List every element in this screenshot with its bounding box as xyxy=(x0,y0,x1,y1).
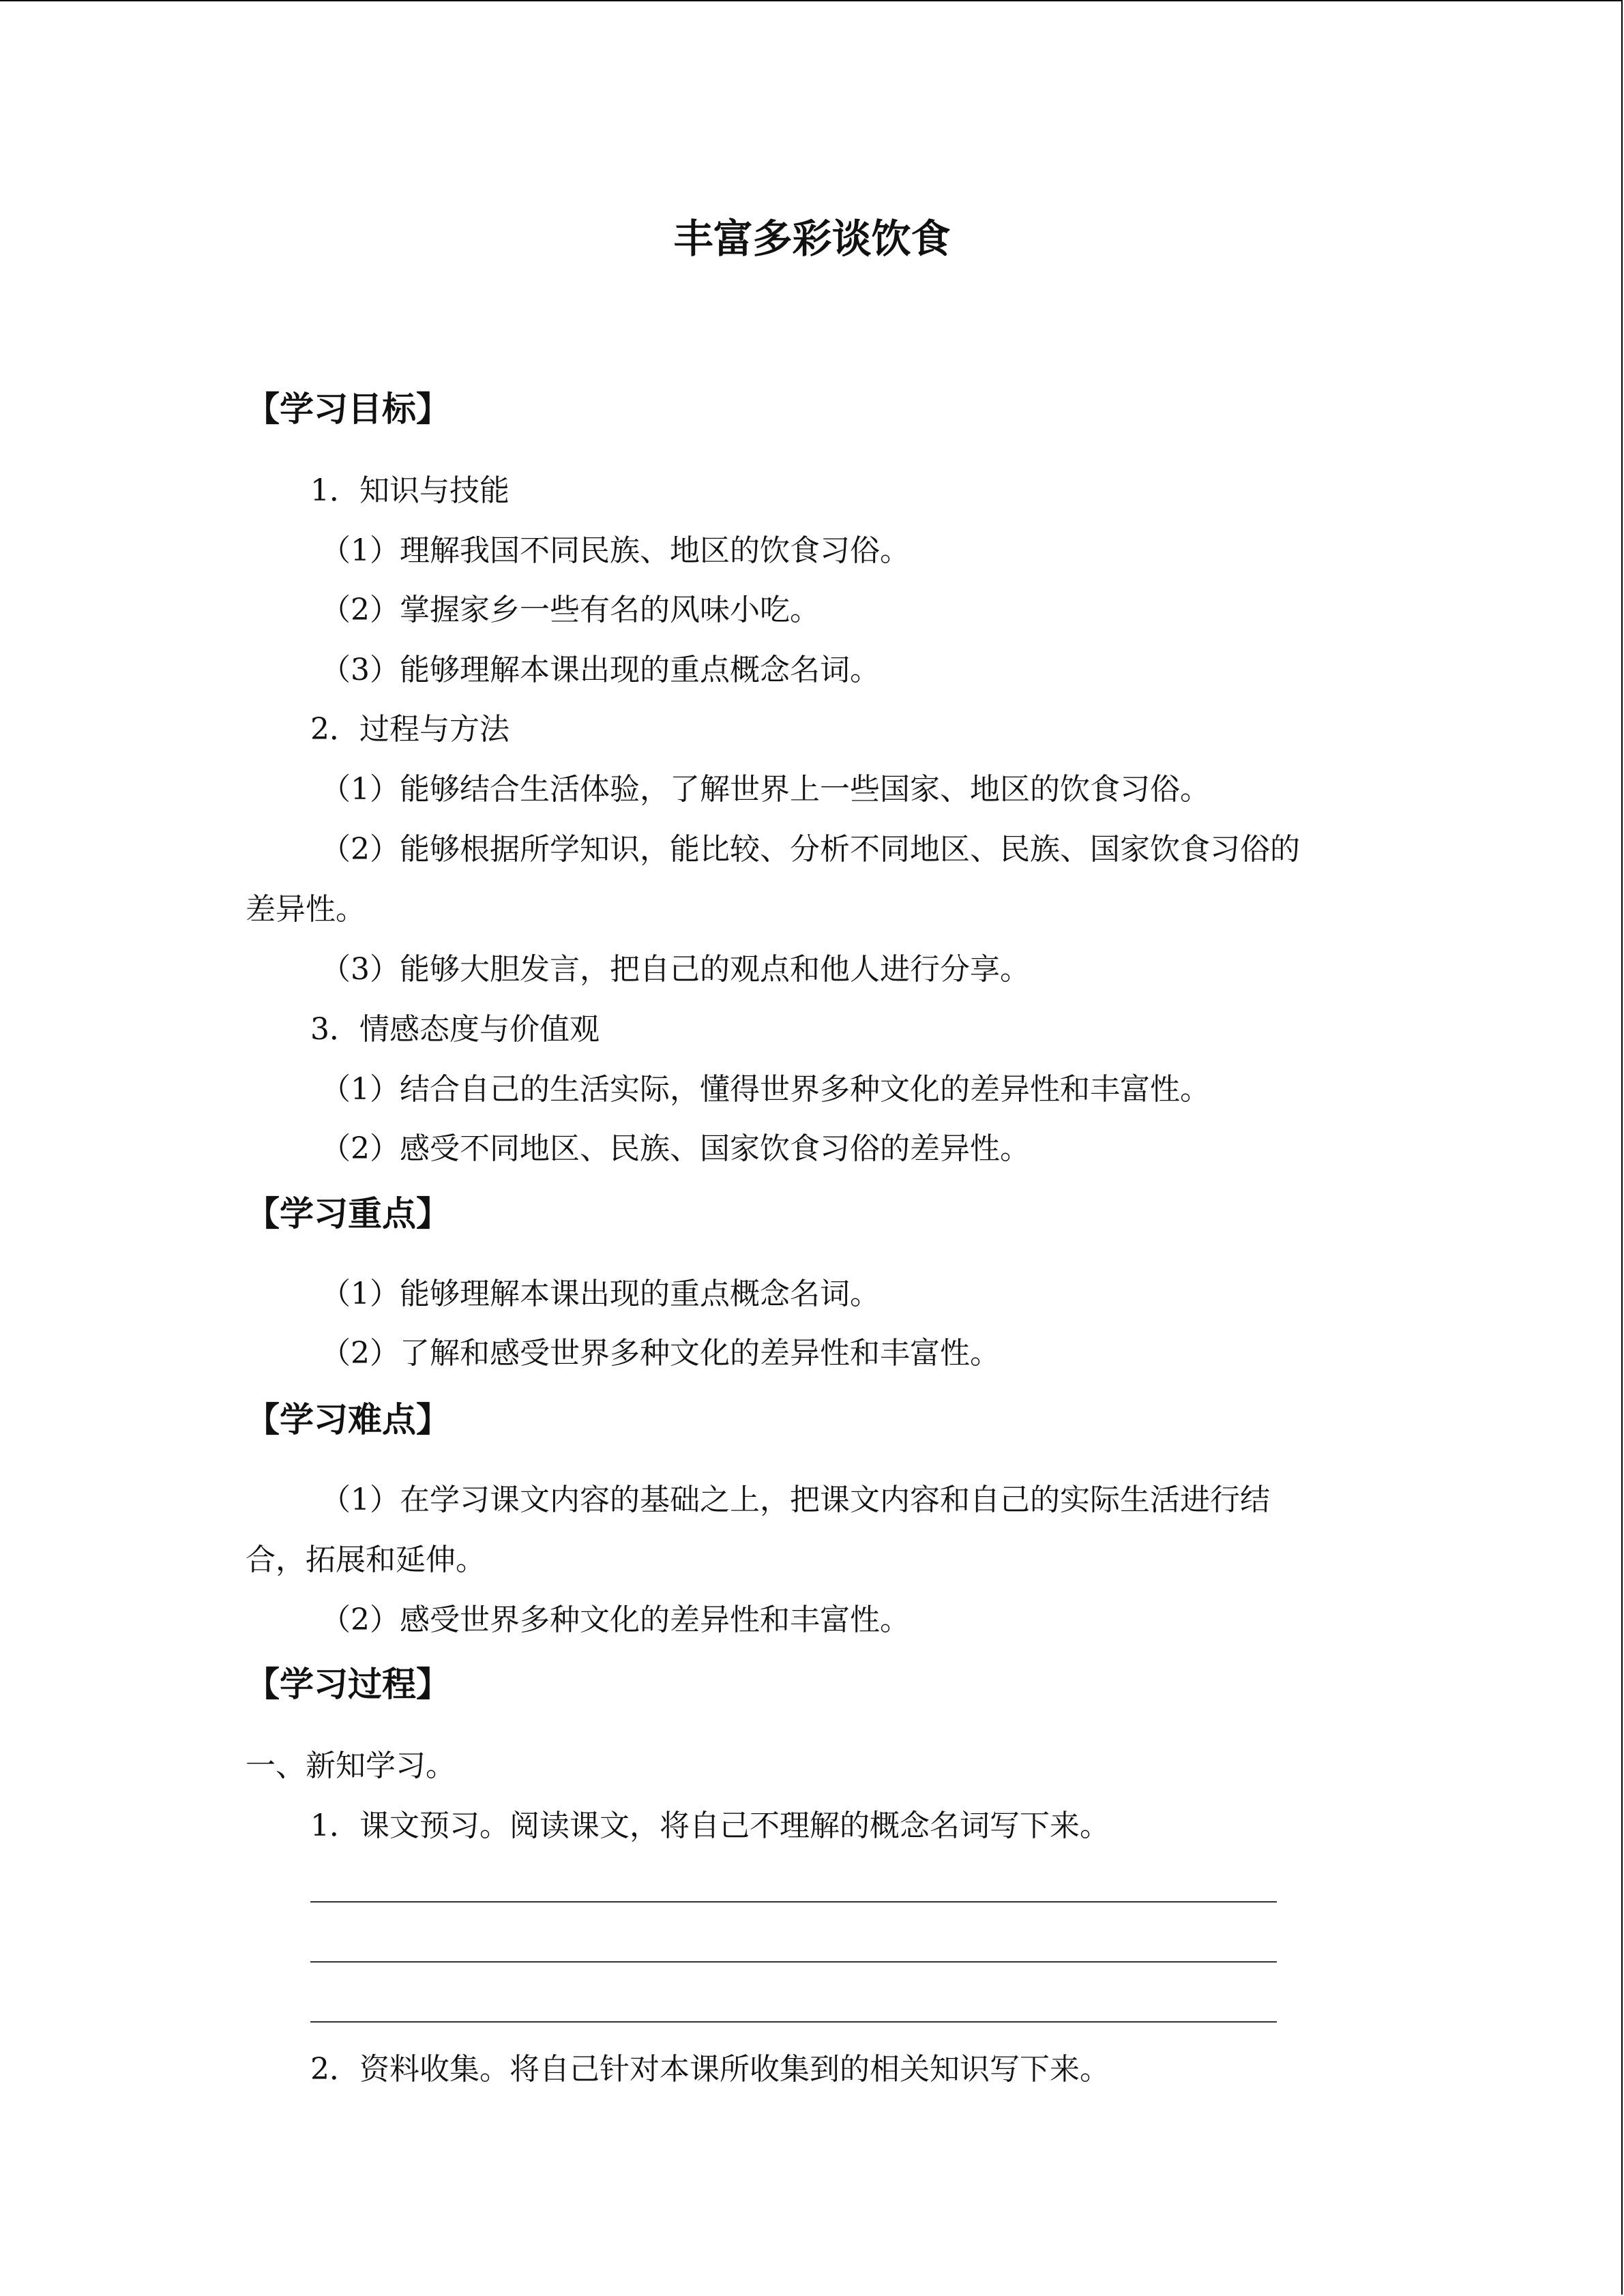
new-knowledge-label: 一、新知学习。 xyxy=(246,1748,456,1783)
knowledge-item-1: （1）理解我国不同民族、地区的饮食习俗。 xyxy=(321,533,910,568)
difficulty-item-2: （2）感受世界多种文化的差异性和丰富性。 xyxy=(321,1602,910,1637)
objectives-heading: 【学习目标】 xyxy=(246,389,450,429)
process-item-3: （3）能够大胆发言，把自己的观点和他人进行分享。 xyxy=(321,952,1030,987)
difficulty-item-1-line-1: （1）在学习课文内容的基础之上，把课文内容和自己的实际生活进行结 xyxy=(321,1482,1270,1517)
knowledge-label: 1．知识与技能 xyxy=(310,473,510,508)
answer-line[interactable] xyxy=(310,1961,1277,1963)
key-point-item-1: （1）能够理解本课出现的重点概念名词。 xyxy=(321,1277,880,1311)
knowledge-item-2: （2）掌握家乡一些有名的风味小吃。 xyxy=(321,593,820,627)
process-section-heading: 【学习过程】 xyxy=(246,1665,450,1704)
answer-line[interactable] xyxy=(310,1901,1277,1903)
emotion-item-1: （1）结合自己的生活实际，懂得世界多种文化的差异性和丰富性。 xyxy=(321,1072,1210,1107)
process-item-1: （1）能够结合生活体验，了解世界上一些国家、地区的饮食习俗。 xyxy=(321,772,1210,807)
knowledge-item-3: （3）能够理解本课出现的重点概念名词。 xyxy=(321,653,880,687)
difficulty-item-1-line-2: 合，拓展和延伸。 xyxy=(246,1542,486,1577)
key-point-item-2: （2）了解和感受世界多种文化的差异性和丰富性。 xyxy=(321,1336,1000,1371)
emotion-item-2: （2）感受不同地区、民族、国家饮食习俗的差异性。 xyxy=(321,1131,1030,1166)
task-1-text: 1．课文预习。阅读课文，将自己不理解的概念名词写下来。 xyxy=(310,1808,1110,1843)
process-item-2-line-2: 差异性。 xyxy=(246,892,366,927)
process-item-2-line-1: （2）能够根据所学知识，能比较、分析不同地区、民族、国家饮食习俗的 xyxy=(321,832,1300,867)
page-title: 丰富多彩谈饮食 xyxy=(673,215,951,262)
answer-line[interactable] xyxy=(310,2021,1277,2023)
key-points-heading: 【学习重点】 xyxy=(246,1194,450,1234)
difficulties-heading: 【学习难点】 xyxy=(246,1400,450,1440)
process-label: 2．过程与方法 xyxy=(310,712,510,747)
emotion-label: 3．情感态度与价值观 xyxy=(310,1012,600,1047)
task-2-text: 2．资料收集。将自己针对本课所收集到的相关知识写下来。 xyxy=(310,2052,1110,2087)
